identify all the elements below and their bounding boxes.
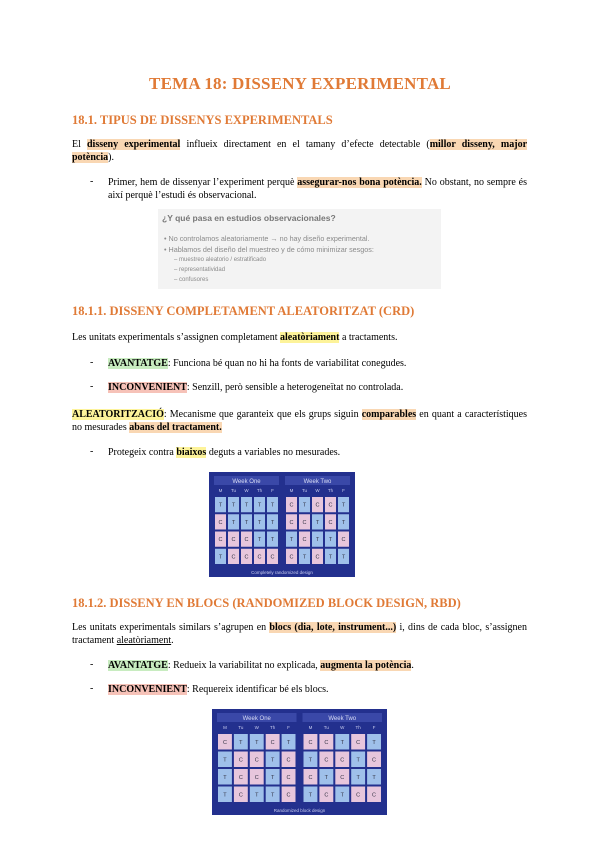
day-label: F [287,725,290,730]
cell-label: C [372,757,377,764]
cell-label: C [218,537,223,544]
cell-label: T [270,792,275,799]
bullet-dash: - [90,446,94,457]
cell-label: T [356,774,360,781]
cell-label: C [218,519,223,526]
day-label: Th [256,488,263,493]
day-label: F [342,488,345,493]
cell-label: C [231,537,236,544]
cell-label: T [328,537,333,544]
cell-label: C [324,757,329,764]
section-heading-18-1-1: 18.1.1. DISSENY COMPLETAMENT ALEATORITZAT (CRD) [72,304,415,318]
highlight-augmenta-potencia: augmenta la potència [320,660,412,671]
day-label: Th [327,488,334,493]
cell-label: C [315,502,320,509]
week-label: Week One [242,716,271,722]
day-label: W [315,488,320,493]
cell-label: T [315,537,320,544]
cell-label: C [341,537,346,544]
cell-label: T [239,739,243,746]
paragraph-intro: El disseny experimental influeix directament en el tamany d’efecte detectable (millor disseny, major potència). [72,139,528,163]
cell-label: C [308,739,313,746]
cell-label: T [340,739,344,746]
cell-label: C [315,554,320,561]
cell-label: C [340,757,345,764]
cell-label: C [244,554,249,561]
highlight-abans-tractament: abans del tractament. [129,422,222,433]
cell-label: T [257,502,262,509]
cell-label: C [324,739,329,746]
label-inconvenient: INCONVENIENT [108,382,187,393]
cell-label: T [244,519,249,526]
cell-label: C [222,739,227,746]
day-label: W [244,488,249,493]
cell-label: C [286,792,291,799]
grid-caption: Randomized block design [273,808,326,813]
day-label: M [308,725,313,730]
slide-subline: – muestreo aleatorio / estratificado [174,257,267,263]
highlight-millor-disseny: millor disseny, major potència [72,139,528,163]
highlight-aleatoritzacio: ALEATORITZACIÓ [72,409,164,420]
cell-label: T [231,519,236,526]
cell-label: T [308,792,313,799]
cell-label: T [340,792,344,799]
crd-schedule-image [209,472,355,577]
cell-label: T [255,739,259,746]
cell-label: C [244,537,249,544]
cell-label: C [286,774,291,781]
cell-label: T [270,774,275,781]
highlight-aleatoriament: aleatòriament [280,332,340,343]
highlight-disseny-experimental: disseny experimental [87,139,181,150]
week-label: Week One [232,479,261,485]
cell-label: C [302,519,307,526]
paragraph-rbd: Les unitats experimentals similars s’agrupen en blocs (dia, lote, instrument...) i, dins de cada bloc, s’assignen tractament aleatòriament. [72,622,527,646]
highlight-comparables: comparables [361,409,417,420]
bullet-inconvenient-rbd: INCONVENIENT: Requereix identificar bé els blocs. [108,684,329,695]
cell-label: C [231,554,236,561]
bullet-dash: - [90,659,94,670]
grid-caption: Completely randomized design [251,570,313,575]
cell-label: T [289,537,294,544]
cell-label: T [372,774,376,781]
cell-label: T [257,537,262,544]
cell-label: T [223,792,227,799]
day-label: F [271,488,274,493]
cell-label: T [302,554,307,561]
cell-label: C [356,792,361,799]
cell-label: C [289,554,294,561]
cell-label: T [270,519,275,526]
cell-label: C [356,739,361,746]
bullet-dash: - [90,357,94,368]
bullet-dash: - [90,176,94,187]
cell-label: T [218,502,223,509]
cell-label: C [238,792,243,799]
label-avantatge: AVANTATGE [108,358,168,369]
cell-label: C [340,774,345,781]
day-label: W [340,725,345,730]
cell-label: T [328,554,333,561]
slide-line: • No controlamos aleatoriamente → no hay diseño experimental. [164,234,370,243]
cell-label: T [324,774,329,781]
day-label: Tu [238,725,244,730]
cell-label: C [270,554,275,561]
bullet-inconvenient-crd: INCONVENIENT: Senzill, però sensible a heterogeneïtat no controlada. [108,382,404,393]
section-heading-18-1: 18.1. TIPUS DE DISSENYS EXPERIMENTALS [72,113,333,127]
bullet-dash: - [90,381,94,392]
cell-label: C [254,774,259,781]
cell-label: T [231,502,236,509]
cell-label: T [218,554,223,561]
day-label: W [254,725,259,730]
paragraph-aleatoritzacio: ALEATORITZACIÓ: Mecanisme que garanteix que els grups siguin comparables en quant a característiques no mesurades abans del tractament. [72,409,528,433]
cell-label: C [238,774,243,781]
label-inconvenient: INCONVENIENT [108,684,187,695]
cell-label: T [255,792,259,799]
day-label: Tu [301,488,308,493]
bullet-avantatge-crd: AVANTATGE: Funciona bé quan no hi ha fonts de variabilitat conegudes. [108,358,407,369]
paragraph-crd: Les unitats experimentals s’assignen completament aleatòriament a tractaments. [72,332,398,343]
slide-title: ¿Y qué pasa en estudios observacionales? [162,213,336,223]
bullet-dash: - [90,683,94,694]
cell-label: C [270,739,275,746]
cell-label: C [254,757,259,764]
document-title: TEMA 18: DISSENY EXPERIMENTAL [149,74,451,93]
cell-label: C [308,774,313,781]
cell-label: T [223,774,227,781]
cell-label: C [328,502,333,509]
cell-label: C [328,519,333,526]
cell-label: T [302,502,307,509]
cell-label: C [372,792,377,799]
section-heading-18-1-2: 18.1.2. DISSENY EN BLOCS (RANDOMIZED BLOCK DESIGN, RBD) [72,596,461,610]
cell-label: T [356,757,360,764]
day-label: M [218,488,223,493]
cell-label: T [257,519,262,526]
highlight-blocs: blocs (dia, lote, instrument...) [269,622,397,633]
rbd-grid-svg [212,709,387,815]
cell-label: C [238,757,243,764]
cell-label: T [315,519,320,526]
slide-line: • Hablamos del diseño del muestreo y de cómo minimizar sesgos: [164,245,374,254]
cell-label: T [270,502,275,509]
slide-subline: – representatividad [174,267,226,273]
bullet-potencia: Primer, hem de dissenyar l’experiment perquè assegurar-nos bona potència. No obstant, no sempre és així perquè l’estudi és observacional. [108,177,527,201]
day-label: F [372,725,376,730]
cell-label: T [270,757,275,764]
cell-label: T [341,519,346,526]
bullet-avantatge-rbd: AVANTATGE: Redueix la variabilitat no explicada, augmenta la potència. [108,660,414,671]
day-label: Th [355,725,361,730]
cell-label: C [257,554,262,561]
bullet-biaixos: Protegeix contra biaixos deguts a variables no mesurades. [108,447,341,458]
rbd-schedule-image [212,709,387,815]
crd-grid-svg [209,472,355,577]
week-label: Week Two [328,716,357,722]
cell-label: T [286,739,291,746]
cell-label: T [223,757,227,764]
week-label: Week Two [303,479,332,485]
day-label: Tu [323,725,329,730]
observational-studies-slide [158,209,441,289]
cell-label: C [286,757,291,764]
cell-label: T [308,757,313,764]
cell-label: T [372,739,376,746]
day-label: M [223,725,227,730]
underline-aleatoriament: aleatòriament [116,635,172,646]
day-label: M [289,488,294,493]
day-label: Tu [230,488,237,493]
cell-label: C [289,519,294,526]
cell-label: C [324,792,329,799]
cell-label: T [270,537,275,544]
day-label: Th [270,725,276,730]
cell-label: T [244,502,249,509]
cell-label: T [341,502,346,509]
slide-subline: – confusores [174,277,209,283]
cell-label: C [289,502,294,509]
cell-label: C [302,537,307,544]
highlight-potencia: assegurar-nos bona potència. [297,177,422,188]
highlight-biaixos: biaixos [176,447,207,458]
cell-label: T [341,554,346,561]
label-avantatge: AVANTATGE [108,660,168,671]
